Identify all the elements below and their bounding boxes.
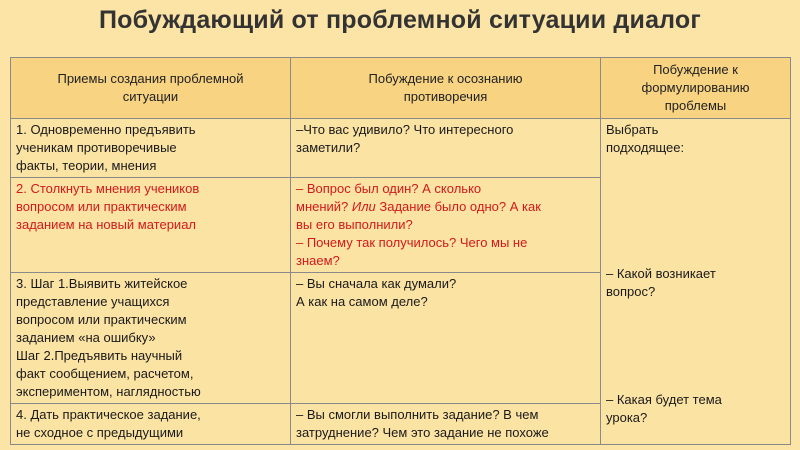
cell-line: ученикам противоречивые	[16, 140, 177, 155]
cell-line: вы его выполнили?	[296, 217, 413, 232]
cell-line: Выбрать	[606, 122, 659, 137]
page-title: Побуждающий от проблемной ситуации диалог	[98, 6, 702, 34]
cell-line: – Какой возникает	[606, 266, 716, 281]
cell-line: факт сообщением, расчетом,	[16, 366, 194, 381]
cell-line: вопросом или практическим	[16, 312, 187, 327]
contradiction-cell	[291, 404, 601, 445]
cell-line: – Почему так получилось? Чего мы не	[296, 235, 528, 250]
cell-line: – Вы сначала как думали?	[296, 276, 457, 291]
cell-line: подходящее:	[606, 140, 685, 155]
header-contradiction	[291, 58, 601, 119]
contradiction-cell	[291, 119, 601, 178]
cell-line: представление учащихся	[16, 294, 170, 309]
contradiction-cell	[291, 178, 601, 273]
cell-line: – Вопрос был один? А сколько	[296, 181, 482, 196]
cell-line: заданием «на ошибку»	[16, 330, 156, 345]
header-line: Побуждение к	[653, 62, 738, 77]
cell-line: заметили?	[296, 140, 361, 155]
cell-line: 2. Столкнуть мнения учеников	[16, 181, 200, 196]
technique-cell	[11, 273, 291, 404]
table-row	[11, 119, 791, 178]
cell-line: не сходное с предыдущими	[16, 425, 184, 440]
technique-cell	[11, 178, 291, 273]
technique-cell	[11, 404, 291, 445]
cell-line: вопросом или практическим	[16, 199, 187, 214]
cell-line: затруднение? Чем это задание не похоже	[296, 425, 549, 440]
header-line: Приемы создания проблемной	[57, 71, 244, 86]
cell-text: Задание было одно? А как	[375, 199, 541, 214]
cell-line: факты, теории, мнения	[16, 158, 157, 173]
cell-line: знаем?	[296, 253, 340, 268]
problem-cell	[601, 119, 791, 445]
header-techniques	[11, 58, 291, 119]
cell-line: –Что вас удивило? Что интересного	[296, 122, 514, 137]
header-line: ситуации	[122, 89, 179, 104]
header-line: противоречия	[403, 89, 488, 104]
technique-cell	[11, 119, 291, 178]
table-header-row	[11, 58, 791, 119]
cell-line: 4. Дать практическое задание,	[16, 407, 201, 422]
cell-line	[296, 198, 595, 216]
contradiction-cell	[291, 273, 601, 404]
cell-line: – Какая будет тема	[606, 392, 722, 407]
cell-line: – Вы смогли выполнить задание? В чем	[296, 407, 539, 422]
cell-line: заданием на новый материал	[16, 217, 197, 232]
cell-emphasis: Или	[351, 199, 376, 214]
cell-line: вопрос?	[606, 284, 656, 299]
cell-text: мнений?	[296, 199, 352, 214]
dialogue-table	[10, 57, 791, 445]
header-problem	[601, 58, 791, 119]
cell-line: 1. Одновременно предъявить	[16, 122, 196, 137]
header-line: проблемы	[664, 98, 727, 113]
header-line: Побуждение к осознанию	[368, 71, 523, 86]
cell-line: 3. Шаг 1.Выявить житейское	[16, 276, 188, 291]
header-line: формулированию	[641, 80, 750, 95]
cell-line: А как на самом деле?	[296, 294, 428, 309]
cell-line: Шаг 2.Предъявить научный	[16, 348, 183, 363]
cell-line: урока?	[606, 410, 648, 425]
cell-line: экспериментом, наглядностью	[16, 384, 201, 399]
